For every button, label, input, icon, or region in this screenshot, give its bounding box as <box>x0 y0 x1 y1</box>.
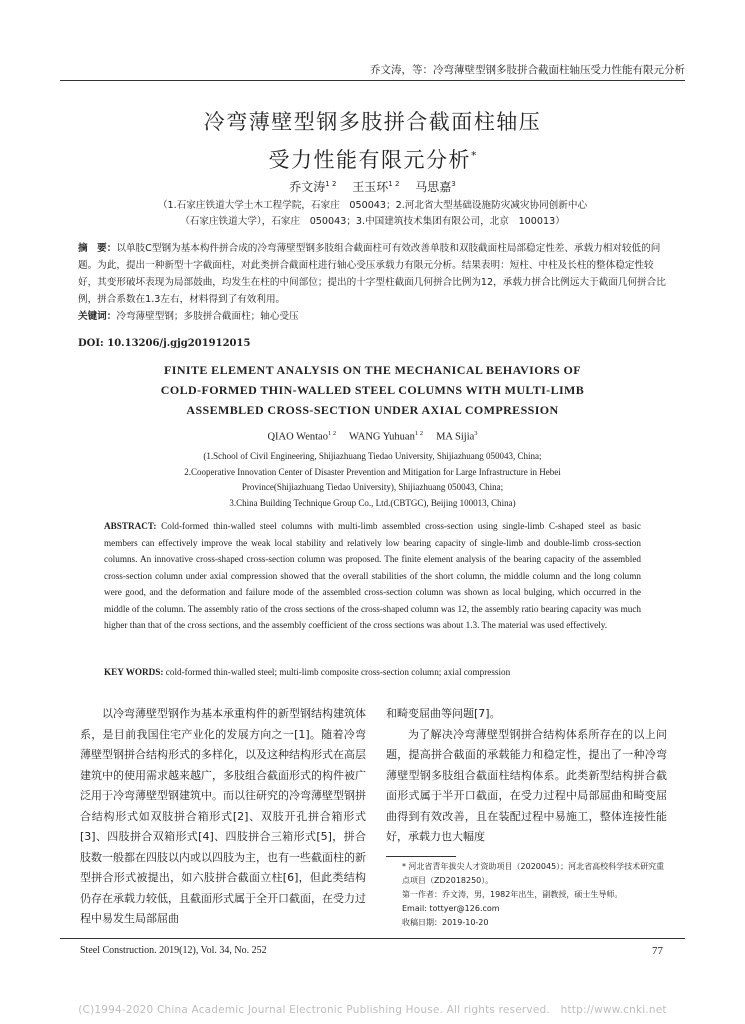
title-cn-line-2 <box>60 139 685 177</box>
keywords-en <box>104 667 665 677</box>
author-affiliation-mark: 1 2 <box>414 430 423 437</box>
keywords-en-text: cold-formed thin-walled steel; multi-limb composite cross-section column; axial compression <box>165 667 511 677</box>
keywords-cn-text: 冷弯薄壁型钢；多肢拼合截面柱；轴心受压 <box>116 311 299 322</box>
affiliation-cn-line: （1.石家庄铁道大学土木工程学院，石家庄 050043；2.河北省大型基础设施防灾减灾协同创新中心 <box>157 200 588 211</box>
abstract-en <box>104 518 641 634</box>
footnote-author: 第一作者：乔文涛，男，1982年出生，副教授，硕士生导师。 <box>402 890 623 899</box>
doi: DOI: 10.13206/j.gjg201912015 <box>78 338 251 349</box>
author-en: MA Sijia <box>436 431 475 443</box>
title-en-line-1: FINITE ELEMENT ANALYSIS ON THE MECHANICAL BEHAVIORS OF <box>164 363 581 377</box>
page-number: 77 <box>652 945 663 957</box>
author-affiliation-mark: 3 <box>451 180 456 188</box>
abstract-cn-label: 摘 要： <box>78 243 117 254</box>
journal-footer: Steel Construction. 2019(12), Vol. 34, No. 252 <box>80 945 267 956</box>
abstract-cn <box>78 240 667 325</box>
title-cn-line-2-text: 受力性能有限元分析 <box>268 148 471 172</box>
keywords-en-label: KEY WORDS: <box>104 667 164 677</box>
title-en-line-3: ASSEMBLED CROSS-SECTION UNDER AXIAL COMPRESSION <box>186 403 559 417</box>
title-cn-line-1: 冷弯薄壁型钢多肢拼合截面柱轴压 <box>203 110 542 134</box>
affiliations-cn <box>60 198 685 230</box>
footnote-rule <box>386 856 456 857</box>
article-title-en <box>60 360 685 420</box>
article-title-cn <box>60 106 685 177</box>
watermark: (C)1994-2020 China Academic Journal Electronic Publishing House. All rights reserved. http://www.cnki.net <box>78 1004 667 1016</box>
affiliations-en <box>60 449 685 512</box>
body-paragraph: 为了解决冷弯薄壁型钢拼合结构体系所存在的以上问题，提高拼合截面的承载能力和稳定性，提出了一种冷弯薄壁型钢多肢组合截面柱结构体系。此类新型结构拼合截面形式属于半开口截面，在受力过程中局部屈曲和畸变屈曲得到有效改善，且在装配过程中易施工，整体连接性能好，承载力也大幅度 <box>386 727 667 843</box>
footnote <box>402 860 670 930</box>
author-affiliation-mark: 1 2 <box>388 180 400 188</box>
body-paragraph: 以冷弯薄壁型钢作为基本承重构件的新型钢结构建筑体系，是目前我国住宅产业化的发展方向之一[1]。随着冷弯薄壁型钢拼合结构形式的多样化，以及这种结构形式在高层建筑中的使用需求越来越广，多肢组合截面形式的构件被广泛用于冷弯薄壁型钢建筑中。而以往研究的冷弯薄壁型钢拼合结构形式如双肢拼合箱形式[2]、双肢开孔拼合箱形式[3]、四肢拼合双箱形式[4]、四肢拼合三箱形式[5]，拼合肢数一般都在四肢以内或以四肢为主，也有一些截面柱的新型拼合形式被提出，如六肢拼合截面立柱[6]，但此类结构仍存在承载力较低，且截面形式属于全开口截面，在受力过程中易发生局部屈曲 <box>80 707 366 925</box>
abstract-en-label: ABSTRACT: <box>104 521 157 531</box>
affiliation-en-line: 3.China Building Technique Group Co., Ltd.(CBTGC), Beijing 100013, China) <box>229 498 516 509</box>
keywords-cn-label: 关键词： <box>78 311 117 322</box>
body-paragraph-continued: 和畸变屈曲等问题[7]。 <box>386 707 501 720</box>
author-affiliation-mark: 3 <box>474 430 478 437</box>
author-en: WANG Yuhuan <box>349 431 415 443</box>
title-en-line-2: COLD-FORMED THIN-WALLED STEEL COLUMNS WITH MULTI-LIMB <box>160 383 585 397</box>
keywords-cn <box>78 308 667 325</box>
footer-rule <box>60 938 685 939</box>
author-cn: 马思嘉 <box>415 180 452 194</box>
affiliation-en-line: (1.School of Civil Engineering, Shijiazhuang Tiedao University, Shijiazhuang 050043, China; <box>203 451 542 461</box>
author-cn: 乔文涛 <box>289 180 326 194</box>
affiliation-cn-line: （石家庄铁道大学），石家庄 050043；3.中国建筑技术集团有限公司，北京 100013） <box>180 216 565 227</box>
footnote-received: 收稿日期：2019-10-20 <box>402 918 489 927</box>
affiliation-en-line: 2.Cooperative Innovation Center of Disaster Prevention and Mitigation for Large Infrastructure in Hebei <box>184 466 561 477</box>
title-footnote-mark: * <box>471 149 477 162</box>
abstract-cn-text: 以单肢C型钢为基本构件拼合成的冷弯薄壁型钢多肢组合截面柱可有效改善单肢和双肢截面柱局部稳定性差、承载力相对较低的问题。为此，提出一种新型十字截面柱，对此类拼合截面柱进行轴心受压承载力有限元分析。结果表明：短柱、中柱及长柱的整体稳定性较好，其变形破坏表现为局部鼓曲，均发生在柱的中间部位；提出的十字型柱截面几何拼合比例为12，承载力拼合比例远大于截面几何拼合比例，拼合系数在1.3左右，材料得到了有效利用。 <box>78 243 666 305</box>
author-affiliation-mark: 1 2 <box>327 430 337 437</box>
affiliation-en-line: Province(Shijiazhuang Tiedao University), Shijiazhuang 050043, China; <box>241 482 504 493</box>
body-column-right <box>386 704 667 848</box>
author-affiliation-mark: 1 2 <box>325 180 337 188</box>
body-column-left <box>80 704 366 930</box>
header-rule <box>60 80 685 81</box>
authors-en <box>60 430 685 443</box>
footnote-fund: * 河北省青年拔尖人才资助项目（2020045）；河北省高校科学技术研究重点项目（ZD2018250）。 <box>402 862 665 885</box>
authors-cn <box>60 178 685 195</box>
abstract-cn-body <box>78 240 667 308</box>
author-cn: 王玉环 <box>352 180 389 194</box>
running-head: 乔文涛，等：冷弯薄壁型钢多肢拼合截面柱轴压受力性能有限元分析 <box>370 64 685 76</box>
abstract-en-text: Cold-formed thin-walled steel columns with multi-limb assembled cross-section using single-limb C-shaped steel as basic members can effectively improve the weak local stability and relatively low bearing capacity of single-limb and double-limb cross-section columns. An innovative cross-shaped cross-section column was proposed. The finite element analysis of the bearing capacity of the assembled cross-section column under axial compression showed that the overall stabilities of the short column, the middle column and the long column were good, and the deformation and failure mode of the assembled cross-section column was shown as local bulging, which occurred in the middle of the column. The assembly ratio of the cross sections of the cross-shaped column was 12, the assembly ratio bearing capacity was much higher than that of the cross sections, and the assembly coefficient of the cross sections was about 1.3. The material was used effectively. <box>104 521 641 630</box>
footnote-email: Email: tottyer@126.com <box>402 904 500 913</box>
author-en: QIAO Wentao <box>267 431 328 443</box>
